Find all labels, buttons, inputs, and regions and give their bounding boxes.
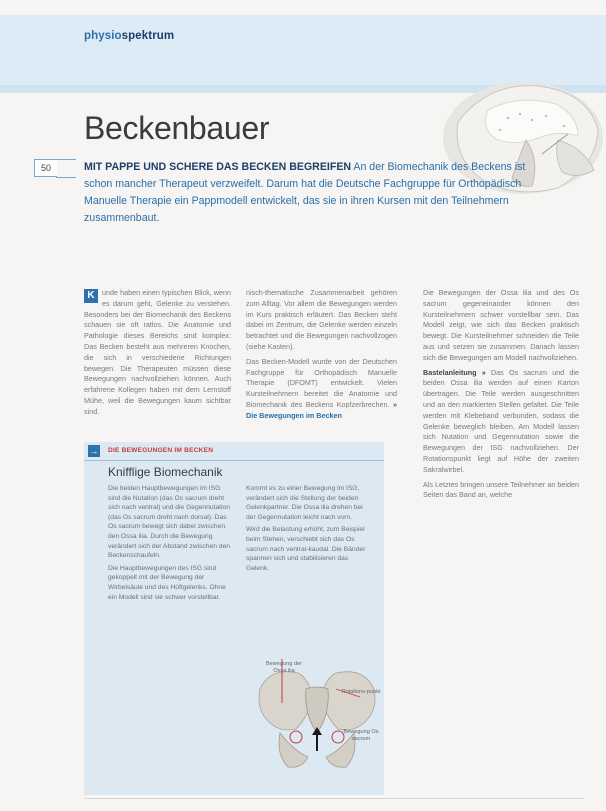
box-paragraph: Die beiden Hauptbewegungen im ISG sind die Nutation (das Os sacrum dreht sich nach ventral) und die Gegennutation (das Os sacrum dreht nach dorsal). Das Os sacrum bewegt sich dabei zwischen den Ossa ilia. Durch die Bewegung verändert sich der Abstand zwischen den Beckenschaufeln. [108, 485, 230, 560]
body-paragraph: nisch-thematische Zusammenarbeit gehören zum Alltag. Vor allem die Bewegungen werden im Kurs praktisch erläutert. Das Becken steht dabei im Zentrum, die Gelenke werden einzeln betrachtet und die Bewegungen nachvollzogen (siehe Kasten). [246, 288, 397, 351]
body-column-3 [423, 288, 579, 505]
info-box-title: Knifflige Biomechanik [108, 465, 223, 479]
body-paragraph: Als Letztes bringen unsere Teilnehmer an beiden Seiten das Band an, welche [423, 479, 579, 500]
figure-label: Bewegung der Ossa ilia [265, 661, 303, 674]
info-box [84, 442, 384, 795]
body-paragraph: Das Becken-Modell wurde von der Deutschen Fachgruppe für Orthopädisch Manuelle Therapie (DFOMT) entwickelt. Vielen Kursteilnehmern bereitet die Anatomie und Biomechanik des Beckens Kopfzerbrechen. » Die Bewegungen im Becken [246, 356, 398, 420]
figure-label: Bewegung Os sacrum [343, 729, 379, 742]
box-paragraph: Die Hauptbewegungen des ISG sind gekoppelt mit der Bewegung der Wirbelsäule und des Hüftgelenks. Ohne ein Modell sind sie schwer vorstellbar. [108, 564, 226, 601]
page-tab-line [56, 159, 76, 178]
lead-heading: MIT PAPPE UND SCHERE DAS BECKEN BEGREIFEN [84, 161, 352, 173]
box-reference-link[interactable]: » Die Bewegungen im Becken [246, 399, 398, 420]
page-number: 50 [34, 159, 57, 177]
info-box-column-2 [246, 484, 372, 576]
subheading: Bastelanleitung » [423, 367, 486, 377]
box-paragraph: Kommt es zu einer Bewegung im ISG, verändert sich die Stellung der beiden Gelenkpartner. Die Ossa ilia drehen bei der Gegennutation leicht nach vorn. [246, 485, 363, 521]
pelvis-illustration [250, 659, 384, 777]
page-bottom-rule [84, 798, 584, 799]
body-column-1 [84, 288, 231, 422]
section-prefix: physio [84, 30, 122, 42]
dropcap: K [84, 289, 98, 303]
article-title: Beckenbauer [84, 110, 270, 146]
figure-label: Rotations-punkt [341, 689, 381, 695]
info-box-header [84, 442, 384, 461]
section-suffix: spektrum [121, 30, 175, 42]
info-box-column-1 [108, 484, 234, 605]
body-paragraph: unde haben einen typischen Blick, wenn es darum geht, Gelenke zu verstehen. Besonders bei der Biomechanik des Beckens schauen sie oft ratlos. Die Anatomie und Pathologie dieses Bereichs sind komplex: Das Becken besteht aus mehreren Knochen, die sich in verschiedene Richtungen bewegen. Die Therapeuten müssen diese Bewegungen nachvollziehen können. Auch erfahrene Kollegen haben mit dem Lernstoff Mühe, weil die Bewegungen kaum sichtbar sind. [84, 288, 231, 416]
arrow-right-icon: → [89, 446, 99, 456]
info-box-label: DIE BEWEGUNGEN IM BECKEN [108, 447, 214, 454]
box-paragraph: Wird die Belastung erhöht, zum Beispiel beim Stehen, verschiebt sich das Os sacrum nach ventral-kaudal. Die Bänder spannen sich und stabilisieren das Gelenk. [246, 526, 366, 572]
body-paragraph: Die Bewegungen der Ossa ilia und des Os sacrum gegeneinander können den Kursteilnehmern schwer vorstellbar sein. Das Modell zeigt, wie sich das Becken praktisch bewegt. Die Kursteilnehmer schneiden die Teile aus und setzen sie zusammen. Danach lassen sich die Bewegungen am Modell nachvollziehen. [423, 288, 579, 362]
article-lead [84, 159, 532, 227]
body-paragraph: Bastelanleitung » Das Os sacrum und die beiden Ossa ilia werden auf einen Karton übertragen. Die Teile werden ausgeschnitten und an den markierten Stellen gefaltet. Die Teile werden mit Klebeband verbunden, sodass die Gelenke beweglich bleiben. Am Modell lassen sich Nutation und Gegennutation sowie die Bewegungen der ISG nachvollziehen. Der Rotationspunkt liegt auf Höhe der zweiten Sakralwirbel. [423, 367, 580, 474]
lead-text: An der Biomechanik des Beckens ist schon mancher Therapeut verzweifelt. Darum hat die Deutsche Fachgruppe für Orthopädisch Manuelle Therapie ein Pappmodell entwickelt, das sie in ihren Kursen mit den Teilnehmern zusammenbaut. [84, 161, 526, 224]
section-label [84, 30, 174, 42]
body-column-2 [246, 288, 397, 426]
